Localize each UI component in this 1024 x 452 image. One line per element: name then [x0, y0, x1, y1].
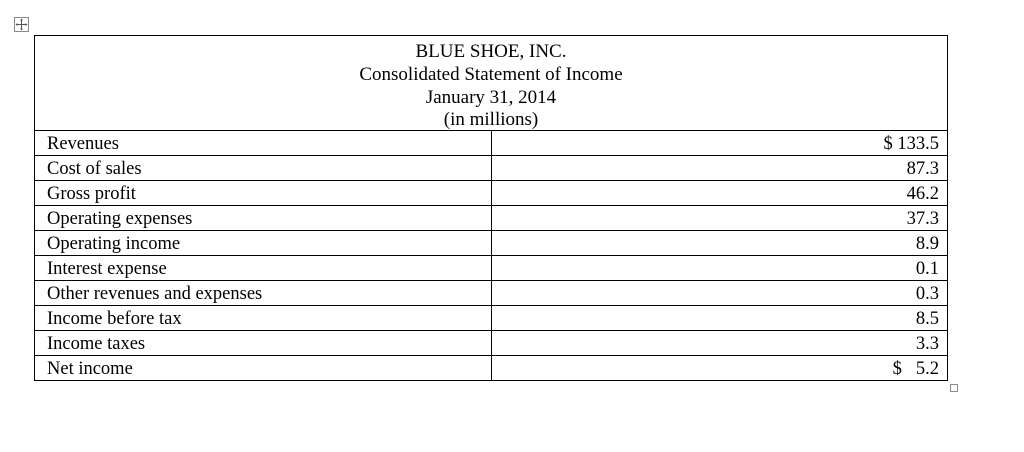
table-row	[35, 156, 948, 181]
row-label: Income taxes	[35, 331, 492, 356]
row-value: 87.3	[491, 156, 948, 181]
resize-square-icon[interactable]	[950, 384, 958, 392]
net-income-value	[893, 358, 939, 380]
table-row	[35, 256, 948, 281]
row-value: 8.5	[491, 306, 948, 331]
table-move-handle-icon[interactable]	[14, 17, 29, 32]
row-label: Operating income	[35, 231, 492, 256]
row-value: 37.3	[491, 206, 948, 231]
table-row	[35, 281, 948, 306]
table-row	[35, 231, 948, 256]
statement-date: January 31, 2014	[425, 87, 557, 108]
row-label: Revenues	[35, 131, 492, 156]
row-label: Interest expense	[35, 256, 492, 281]
statement-units: (in millions)	[443, 109, 539, 130]
row-value	[491, 356, 948, 381]
table-row	[35, 356, 948, 381]
row-value: 8.9	[491, 231, 948, 256]
row-label: Net income	[35, 356, 492, 381]
company-name: BLUE SHOE, INC.	[415, 41, 567, 62]
header-row	[35, 36, 948, 131]
row-value: 46.2	[491, 181, 948, 206]
income-statement-table	[34, 35, 948, 381]
table-row	[35, 306, 948, 331]
currency-symbol: $	[892, 359, 902, 379]
row-label: Cost of sales	[35, 156, 492, 181]
table-row	[35, 206, 948, 231]
table-row	[35, 131, 948, 156]
table-row	[35, 181, 948, 206]
amount: 5.2	[915, 359, 939, 379]
row-value: 3.3	[491, 331, 948, 356]
statement-title: Consolidated Statement of Income	[359, 64, 623, 85]
row-label: Gross profit	[35, 181, 492, 206]
row-value: 0.1	[491, 256, 948, 281]
row-label: Other revenues and expenses	[35, 281, 492, 306]
move-cross-icon	[15, 18, 28, 31]
row-value: 0.3	[491, 281, 948, 306]
row-value: $ 133.5	[491, 131, 948, 156]
row-label: Income before tax	[35, 306, 492, 331]
table-row	[35, 331, 948, 356]
statement-header	[35, 36, 948, 131]
row-label: Operating expenses	[35, 206, 492, 231]
